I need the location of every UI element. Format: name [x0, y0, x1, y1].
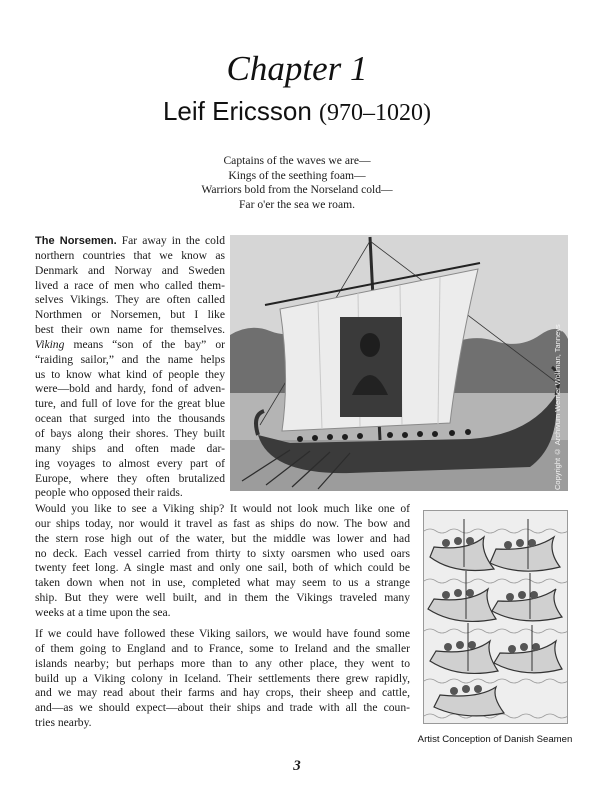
danish-seamen-illustration	[423, 510, 568, 724]
text-line: islands nearby; but perhaps more than to any other place, they went to	[35, 656, 410, 670]
text-line	[35, 234, 225, 249]
text-line: weeks at a time upon the sea.	[35, 605, 171, 619]
text-line: taken down when not in use, completed what may seem to us a strange	[35, 576, 410, 590]
text-line: ocean that surged into the thousands	[35, 412, 225, 426]
text-line: Denmark and Norway and Sweden	[35, 263, 225, 277]
text-line: northern countries that we know as	[35, 248, 225, 262]
text-line: and we may read about their farms and hay crops, their sheep and cattle,	[35, 686, 410, 700]
paragraph-viking-ship	[35, 502, 410, 621]
illustration-caption: Artist Conception of Danish Seamen	[417, 734, 573, 745]
longships-drawing	[424, 511, 567, 723]
poem-line: Captains of the waves we are—	[223, 154, 371, 167]
text-line: selves Vikings. They are often called	[35, 293, 225, 307]
text-line: ing voyages to almost every part of	[35, 456, 225, 470]
text-line: our ships today, nor would it travel as fast as ships do now. The bow and	[35, 516, 410, 530]
text-span: Far away in the cold	[116, 234, 225, 247]
text-line: were—bold and hardy, fond of adven-	[35, 382, 225, 396]
text-line: ture, and full of love for the great blue	[35, 397, 225, 411]
page-number: 3	[293, 758, 301, 774]
text-line: twenty feet long. A single mast and only one sail, both of which could be	[35, 561, 410, 575]
text-line: of bays along their shores. They built	[35, 426, 225, 440]
text-line	[35, 338, 225, 353]
text-line: Would you like to see a Viking ship? It would not look much like one of	[35, 502, 410, 515]
text-line: Northmen or Norsemen, but I like	[35, 308, 225, 322]
paragraph-iceland	[35, 627, 410, 731]
text-span: means “son of the bay” or	[64, 337, 225, 351]
epigraph-poem	[0, 154, 594, 212]
poem-line: Kings of the seething foam—	[228, 168, 366, 182]
text-line: ship. But they were well built, and in them the Vikings traveled many	[35, 591, 410, 605]
chapter-label: Chapter 1	[226, 49, 368, 88]
text-line: If we could have followed these Viking sailors, we would have found some	[35, 627, 410, 640]
viking-ship-image	[230, 235, 568, 491]
text-line: lived a race of men who called them-	[35, 278, 225, 292]
text-line: of them going to England and to France, some to Ireland and the smaller	[35, 641, 410, 655]
text-line: us to know what kind of people they	[35, 367, 225, 381]
paragraph-norsemen	[35, 234, 225, 501]
text-line: “raiding sailor,” and the name helps	[35, 352, 225, 366]
text-line: and—as we should expect—about their ships and trade with all the coun-	[35, 701, 410, 715]
section-heading: The Norsemen.	[35, 235, 117, 247]
text-line: tries nearby.	[35, 716, 92, 730]
text-line: no deck. Each vessel carried from thirty to sixty oarsmen who used oars	[35, 546, 410, 560]
text-line: many ships and often made dar-	[35, 441, 225, 455]
chapter-title-name: Leif Ericsson	[162, 96, 312, 126]
text-line: the stern rose high out of the water, but the middle was lower and had	[35, 531, 410, 545]
text-line: Europe, where they often brutalized	[35, 471, 225, 485]
chapter-title-dates: (970–1020)	[319, 100, 432, 126]
italic-term: Viking	[35, 337, 65, 351]
text-line: people who opposed their raids.	[35, 486, 183, 500]
text-line: build up a Viking colony in Iceland. Their settlements there grew rapidly,	[35, 671, 410, 685]
text-line: best their own name for themselves.	[35, 323, 225, 337]
chapter-title	[0, 96, 594, 128]
photo-credit: Copyright © Archivum Werner Wollman, Tanneys	[553, 324, 562, 490]
poem-line: Far o'er the sea we roam.	[238, 197, 356, 211]
viking-ship-photo	[230, 235, 568, 491]
poem-line: Warriors bold from the Norseland cold—	[201, 183, 393, 197]
